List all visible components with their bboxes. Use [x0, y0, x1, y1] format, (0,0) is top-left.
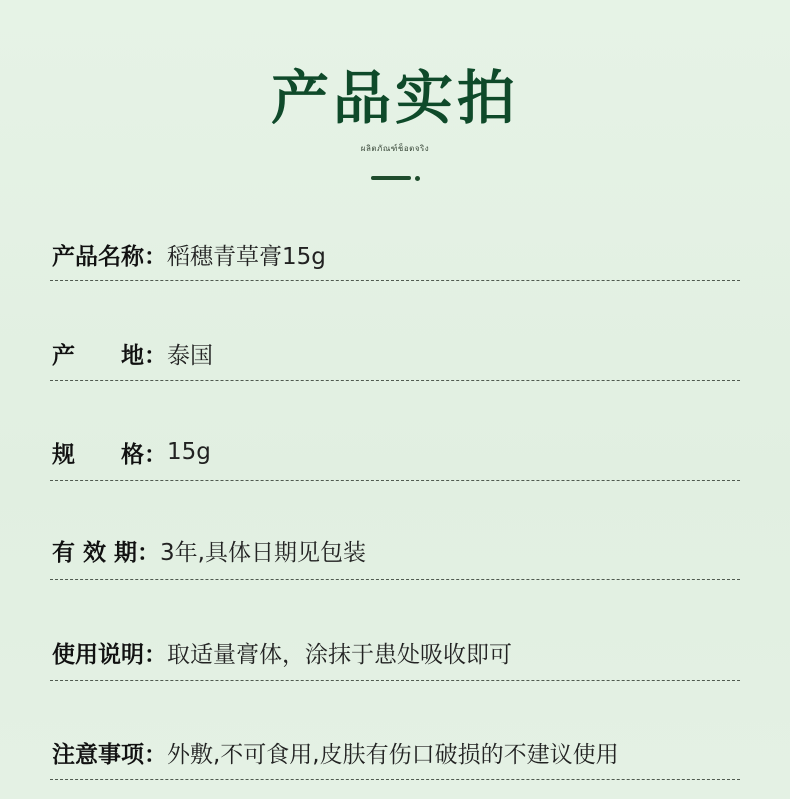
row-divider — [50, 480, 740, 481]
spec-row-product-name — [52, 234, 326, 274]
spec-value: 15g — [167, 439, 211, 465]
spec-value: 稻穗青草膏15g — [167, 243, 326, 270]
row-divider — [50, 779, 740, 780]
spec-label: 规 格： — [52, 441, 167, 468]
spec-row-expiry — [52, 530, 366, 570]
spec-value: 取适量膏体，涂抹于患处吸收即可 — [167, 641, 512, 668]
spec-value: 外敷,不可食用,皮肤有伤口破损的不建议使用 — [167, 741, 619, 768]
page-title: 产品实拍 — [270, 64, 519, 132]
row-divider — [50, 579, 740, 580]
spec-row-size — [52, 432, 211, 472]
spec-label: 产品名称： — [52, 243, 167, 270]
spec-label: 有 效 期： — [52, 539, 161, 566]
spec-row-notes — [52, 732, 619, 772]
spec-value: 3年,具体日期见包装 — [160, 539, 366, 566]
spec-label: 产 地： — [52, 342, 167, 369]
spec-row-usage — [52, 632, 512, 672]
spec-label: 注意事项： — [52, 741, 167, 768]
page-subtitle: ผลิตภัณฑ์ช็อตจริง — [360, 144, 430, 153]
row-divider — [50, 280, 740, 281]
title-divider-dot — [415, 176, 420, 181]
spec-label: 使用说明： — [52, 641, 167, 668]
title-divider — [371, 176, 411, 180]
spec-value: 泰国 — [167, 342, 213, 369]
spec-row-origin — [52, 333, 213, 373]
row-divider — [50, 380, 740, 381]
row-divider — [50, 680, 740, 681]
